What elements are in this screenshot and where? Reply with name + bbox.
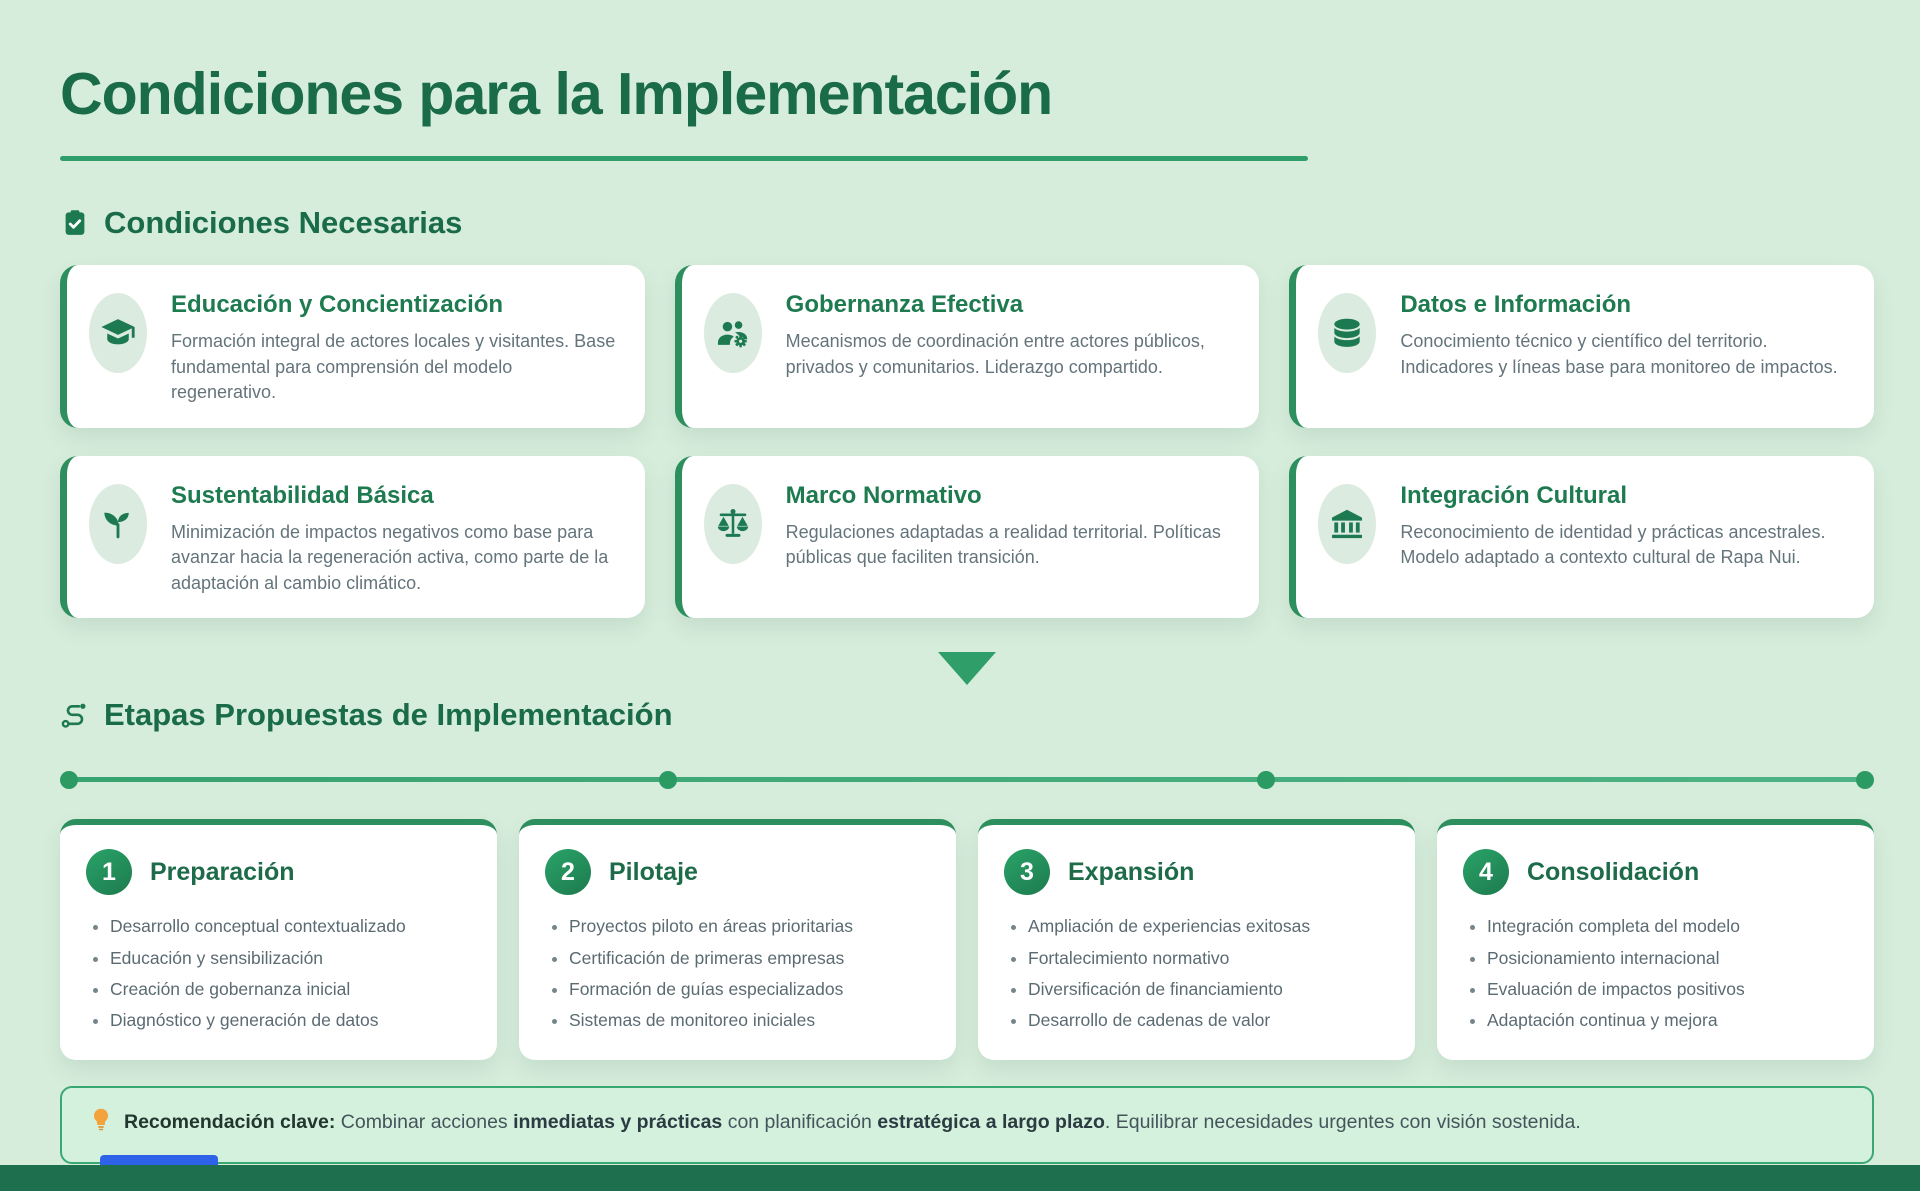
- stage-title: Preparación: [150, 857, 295, 886]
- stage-bullet: • Formación de guías especializados: [569, 976, 930, 1002]
- stage-bullet: • Integración completa del modelo: [1487, 913, 1848, 939]
- stage-bullet-list: [86, 913, 471, 1033]
- down-triangle-icon: [938, 652, 996, 685]
- condition-card-marco: [675, 456, 1260, 619]
- stage-bullet-list: [1463, 913, 1848, 1033]
- stage-bullet: • Desarrollo conceptual contextualizado: [110, 913, 471, 939]
- condition-card-description: Mecanismos de coordinación entre actores públicos, privados y comunitarios. Liderazgo compartido.: [785, 331, 1205, 377]
- condition-card-description: Formación integral de actores locales y visitantes. Base fundamental para comprensión del modelo regenerativo.: [171, 331, 616, 403]
- condition-card-title: Marco Normativo: [785, 481, 982, 509]
- stages-grid: [60, 819, 1874, 1060]
- scales-icon: [704, 484, 762, 564]
- stage-bullet: • Sistemas de monitoreo iniciales: [569, 1007, 930, 1033]
- stage-number-badge: 1: [86, 849, 132, 895]
- condition-card-gobernanza: [675, 265, 1260, 428]
- lightbulb-icon: [88, 1106, 114, 1141]
- condition-card-body: [786, 289, 1234, 380]
- bank-icon: [1318, 484, 1376, 564]
- stage-bullet: • Adaptación continua y mejora: [1487, 1007, 1848, 1033]
- conditions-grid: [60, 265, 1874, 618]
- conditions-section-header: [60, 205, 1874, 241]
- timeline-line: [64, 777, 1870, 782]
- stages-section: [60, 697, 1874, 1060]
- stage-bullet: • Ampliación de experiencias exitosas: [1028, 913, 1389, 939]
- condition-card-body: [1400, 289, 1848, 380]
- stage-bullet: • Diagnóstico y generación de datos: [110, 1007, 471, 1033]
- stage-bullet-list: [545, 913, 930, 1033]
- condition-card-body: [171, 480, 619, 597]
- recommendation-text: Combinar acciones: [335, 1111, 514, 1134]
- recommendation-text: . Equilibrar necesidades urgentes con visión sostenida.: [1104, 1111, 1581, 1134]
- stage-card-consolidacion: [1437, 819, 1874, 1060]
- condition-card-title: Educación y Concientización: [171, 291, 504, 318]
- stages-heading: Etapas Propuestas de Implementación: [104, 697, 673, 733]
- timeline-dot-2: [659, 771, 677, 789]
- page-title: Condiciones para la Implementación: [60, 61, 1053, 127]
- stage-card-header: [545, 849, 930, 895]
- stage-bullet: • Evaluación de impactos positivos: [1487, 976, 1848, 1002]
- stage-title: Consolidación: [1527, 857, 1700, 886]
- condition-card-educacion: [60, 265, 645, 428]
- database-icon: [1318, 293, 1376, 373]
- condition-card-description: Regulaciones adaptadas a realidad territorial. Políticas públicas que faciliten transición.: [785, 521, 1221, 568]
- stage-bullet: • Diversificación de financiamiento: [1028, 976, 1389, 1002]
- stage-number-badge: 4: [1463, 849, 1509, 895]
- stage-bullet: • Creación de gobernanza inicial: [110, 976, 471, 1002]
- stages-section-header: [60, 697, 1874, 733]
- stage-bullet: • Certificación de primeras empresas: [569, 945, 930, 971]
- clipboard-check-icon: [60, 208, 90, 238]
- graduation-cap-icon: [89, 293, 147, 373]
- stage-card-header: [1004, 849, 1389, 895]
- recommendation-box: [60, 1086, 1874, 1163]
- stage-card-header: [1463, 849, 1848, 895]
- conditions-heading: Condiciones Necesarias: [104, 205, 463, 240]
- conditions-section: [60, 205, 1874, 618]
- condition-card-title: Gobernanza Efectiva: [785, 291, 1024, 318]
- stage-bullet-list: [1004, 913, 1389, 1033]
- stage-number-badge: 2: [545, 849, 591, 895]
- condition-card-sustentabilidad: [60, 456, 645, 619]
- stage-card-pilotaje: [519, 819, 956, 1060]
- recommendation-bold: estratégica a largo plazo: [877, 1111, 1105, 1134]
- route-icon: [60, 700, 90, 730]
- stage-title: Expansión: [1068, 857, 1195, 886]
- timeline-dot-3: [1257, 771, 1275, 789]
- timeline-dot-1: [60, 771, 78, 789]
- condition-card-title: Datos e Información: [1400, 291, 1632, 318]
- stages-timeline: [60, 771, 1874, 789]
- stage-number-badge: 3: [1004, 849, 1050, 895]
- stage-bullet: • Educación y sensibilización: [110, 945, 471, 971]
- stage-card-expansion: [978, 819, 1415, 1060]
- condition-card-description: Conocimiento técnico y científico del territorio. Indicadores y líneas base para monitoreo de impactos.: [1400, 331, 1838, 377]
- stage-bullet: • Posicionamiento internacional: [1487, 945, 1848, 971]
- condition-card-body: [171, 289, 619, 406]
- condition-card-body: [786, 480, 1234, 571]
- stage-bullet: • Desarrollo de cadenas de valor: [1028, 1007, 1389, 1033]
- condition-card-description: Minimización de impactos negativos como base para avanzar hacia la regeneración activa, como parte de la adaptación al cambio climático.: [171, 521, 609, 593]
- recommendation-label: Recomendación clave:: [124, 1111, 336, 1134]
- stage-bullet: • Fortalecimiento normativo: [1028, 945, 1389, 971]
- title-underline: [60, 156, 1308, 161]
- recommendation-bold: inmediatas y prácticas: [513, 1111, 723, 1134]
- stage-card-header: [86, 849, 471, 895]
- stage-bullet: • Proyectos piloto en áreas prioritarias: [569, 913, 930, 939]
- recommendation-text: con planificación: [722, 1111, 878, 1134]
- condition-card-title: Sustentabilidad Básica: [171, 481, 434, 509]
- seedling-icon: [89, 484, 147, 564]
- condition-card-body: [1400, 480, 1848, 571]
- condition-card-title: Integración Cultural: [1400, 481, 1628, 509]
- stage-title: Pilotaje: [609, 857, 698, 886]
- condition-card-description: Reconocimiento de identidad y prácticas ancestrales. Modelo adaptado a contexto cultural de Rapa Nui.: [1400, 521, 1826, 568]
- stage-card-preparacion: [60, 819, 497, 1060]
- condition-card-datos: [1289, 265, 1874, 428]
- timeline-dot-4: [1856, 771, 1874, 789]
- bottom-bar: [0, 1165, 1920, 1191]
- condition-card-integracion: [1289, 456, 1874, 619]
- people-gear-icon: [704, 293, 762, 373]
